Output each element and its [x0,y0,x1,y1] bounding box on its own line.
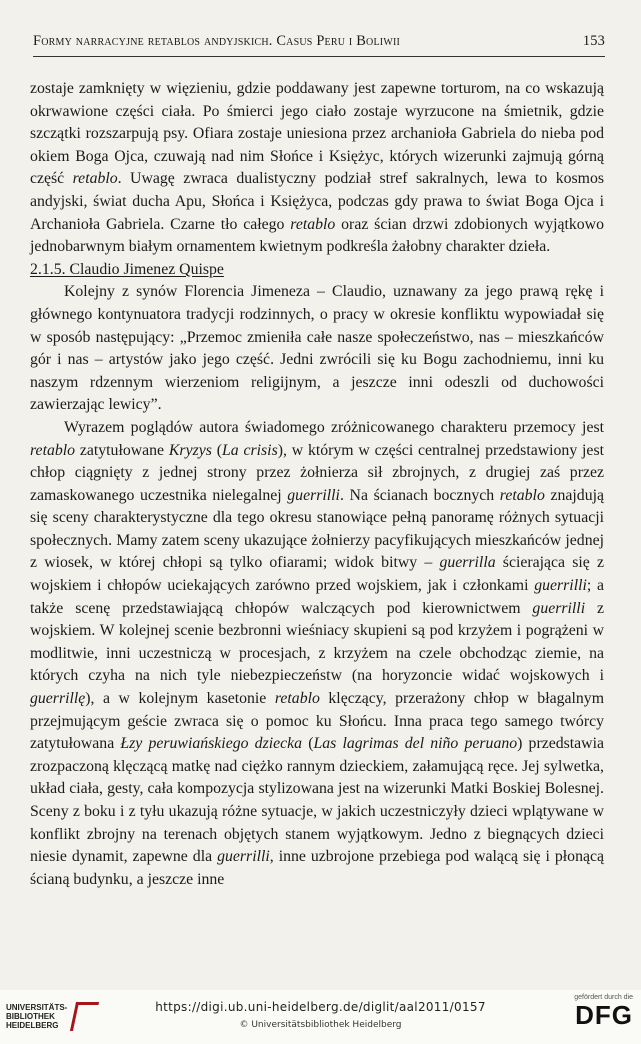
text-span: Wyrazem poglądów autora świadomego zróżnicowanego charakteru przemocy jest [64,418,604,436]
italic-term: guerrilli [217,848,270,866]
italic-term: retablo [290,215,336,233]
italic-term: guerrilli [534,577,587,595]
text-span: ), a w kolejnym kasetonie [85,690,275,708]
italic-term: La crisis [221,441,278,459]
text-span: , inne uzbrojone przebiega pod walącą się i płonącą ścianą budynku, a jeszcze inne [30,848,604,888]
header-rule [33,56,605,57]
running-header [33,33,605,50]
copyright-notice: © Universitätsbibliothek Heidelberg [239,1020,402,1030]
italic-term: Łzy peruwiańskiego dziecka [120,735,303,753]
text-span: ; a także scenę przedstawiającą chłopów walczących pod kierownictwem [30,577,604,617]
section-heading: 2.1.5. Claudio Jimenez Quispe [30,260,224,278]
italic-term: guerrillę [30,690,86,708]
source-url-link[interactable]: https://digi.ub.uni-heidelberg.de/diglit/aal2011/0157 [155,1000,486,1014]
paragraph-1 [30,78,604,259]
text-span: oraz ścian drzwi zdobionych wyjątkowo jednobarwnym białym ornamentem kwietnym podkreśla żałobny charakter dzieła. [30,215,604,256]
library-name-line: UNIVERSITÄTS- [6,1003,68,1012]
text-span: zatytułowane [75,441,169,459]
text-span: klęczący, przerażony chłop w błagalnym przejmującym geście zwraca się o pomoc ku Słońcu. Inna praca tego samego twórcy zatytułowana [30,690,604,753]
italic-term: retablo [30,441,76,459]
text-span: . Uwagę zwraca dualistyczny podział stref sakralnych, lewa to kosmos andyjski, świat ducha Apu, Słońca i Księżyca, podczas gdy prawa to świat Boga Ojca i Archanioła Gabriela. Czarne tło całego [30,170,604,233]
text-span: ścierająca się z wojskiem i chłopów uciekających zarówno przed wojskiem, jak i członkami [30,554,604,595]
text-span: ), w którym w części centralnej przedstawiony jest chłop ciągnięty z jednej strony przez żołnierza sił zbrojnych, z drugiej zaś przez zamaskowanego uczestnika nielegalnej [30,441,604,504]
text-span: z wojskiem. W kolejnej scenie bezbronni wieśniacy skupieni są pod krzyżem i pogrążeni w modlitwie, inni uczestniczą w procesjach, z krzyżem na czele obchodząc ziemie, na których czyha na nich tyle niebezpieczeństw (na horyzoncie widać wojskowych i [30,599,604,685]
funder-logo [574,994,633,1029]
body-text [30,78,604,891]
page-number: 153 [582,33,605,49]
digitization-footer [0,990,641,1044]
running-title: Formy narracyjne retablos andyjskich. Casus Peru i Boliwii [33,33,401,49]
funder-note: gefördert durch die [574,994,633,1001]
text-span: zostaje zamknięty w więzieniu, gdzie poddawany jest zapewne torturom, na co wskazują okrwawione części ciała. Po śmierci jego ciało zostaje wyrzucone na śmietnik, gdzie szczątki rozszarpują psy. Ofiara zostaje uniesiona przez archanioła Gabriela do nieba pod okiem Boga Ojca, czuwają nad nim Słońce i Księżyc, których wizerunki zajmują górną część [30,80,604,188]
text-span: ) przedstawia zrozpaczoną klęczącą matkę nad ciężko rannym dzieckiem, załamującą ręce. Jej sylwetka, układ ciała, gesty, cała kompozycja stylizowana jest na wizerunki Matki Boskiej Bolesnej. Sceny z boku i z tyłu ukazują różne sytuacje, w jakich uczestniczyły dzieci wplątywane w konflikt zbrojny na terenach objętych stanem wyjątkowym. Jedno z biegnących dzieci niesie dynamit, zapewne dla [30,735,604,866]
text-span: znajdują się sceny charakterystyczne dla tego okresu stanowiące pełną panoramę różnych sytuacji społecznych. Mamy zatem sceny ukazujące żołnierzy pacyfikujących mieszkańców jednej z wiosek, w której chłopi są tylko ofiarami; widok bitwy – [30,486,604,572]
italic-term: guerrilli [287,486,340,504]
italic-term: Las lagrimas del niño peruano [313,735,518,753]
italic-term: guerrilla [439,554,496,572]
dfg-logo: DFG [575,1000,633,1030]
library-name-line: BIBLIOTHEK [6,1012,55,1021]
italic-term: retablo [72,170,118,188]
library-name-line: HEIDELBERG [6,1021,59,1030]
italic-term: guerrilli [532,599,586,617]
text-span: ( [211,441,222,459]
italic-term: retablo [499,486,545,504]
paragraph-2: Kolejny z synów Florencia Jimeneza – Claudio, uznawany za jego prawą rękę i głównego kontynuatora tradycji rodzinnych, o pracy w okresie konfliktu wypowiadał się w sposób następujący: „Przemoc zmieniła całe nasze społeczeństwo, nas – mieszkańców gór i nas – artystów jako jego część. Jedni zwrócili się ku Bogu zachodniemu, inni ku naszym rdzennym wierzeniom religijnym, a jeszcze inni odeszli od duchowości zawierzając lewicy”. [30,283,604,414]
text-span: . Na ścianach bocznych [339,486,500,504]
italic-term: Kryzys [168,441,212,459]
paragraph-3 [30,417,604,891]
italic-term: retablo [274,690,320,708]
text-span: ( [302,735,314,753]
